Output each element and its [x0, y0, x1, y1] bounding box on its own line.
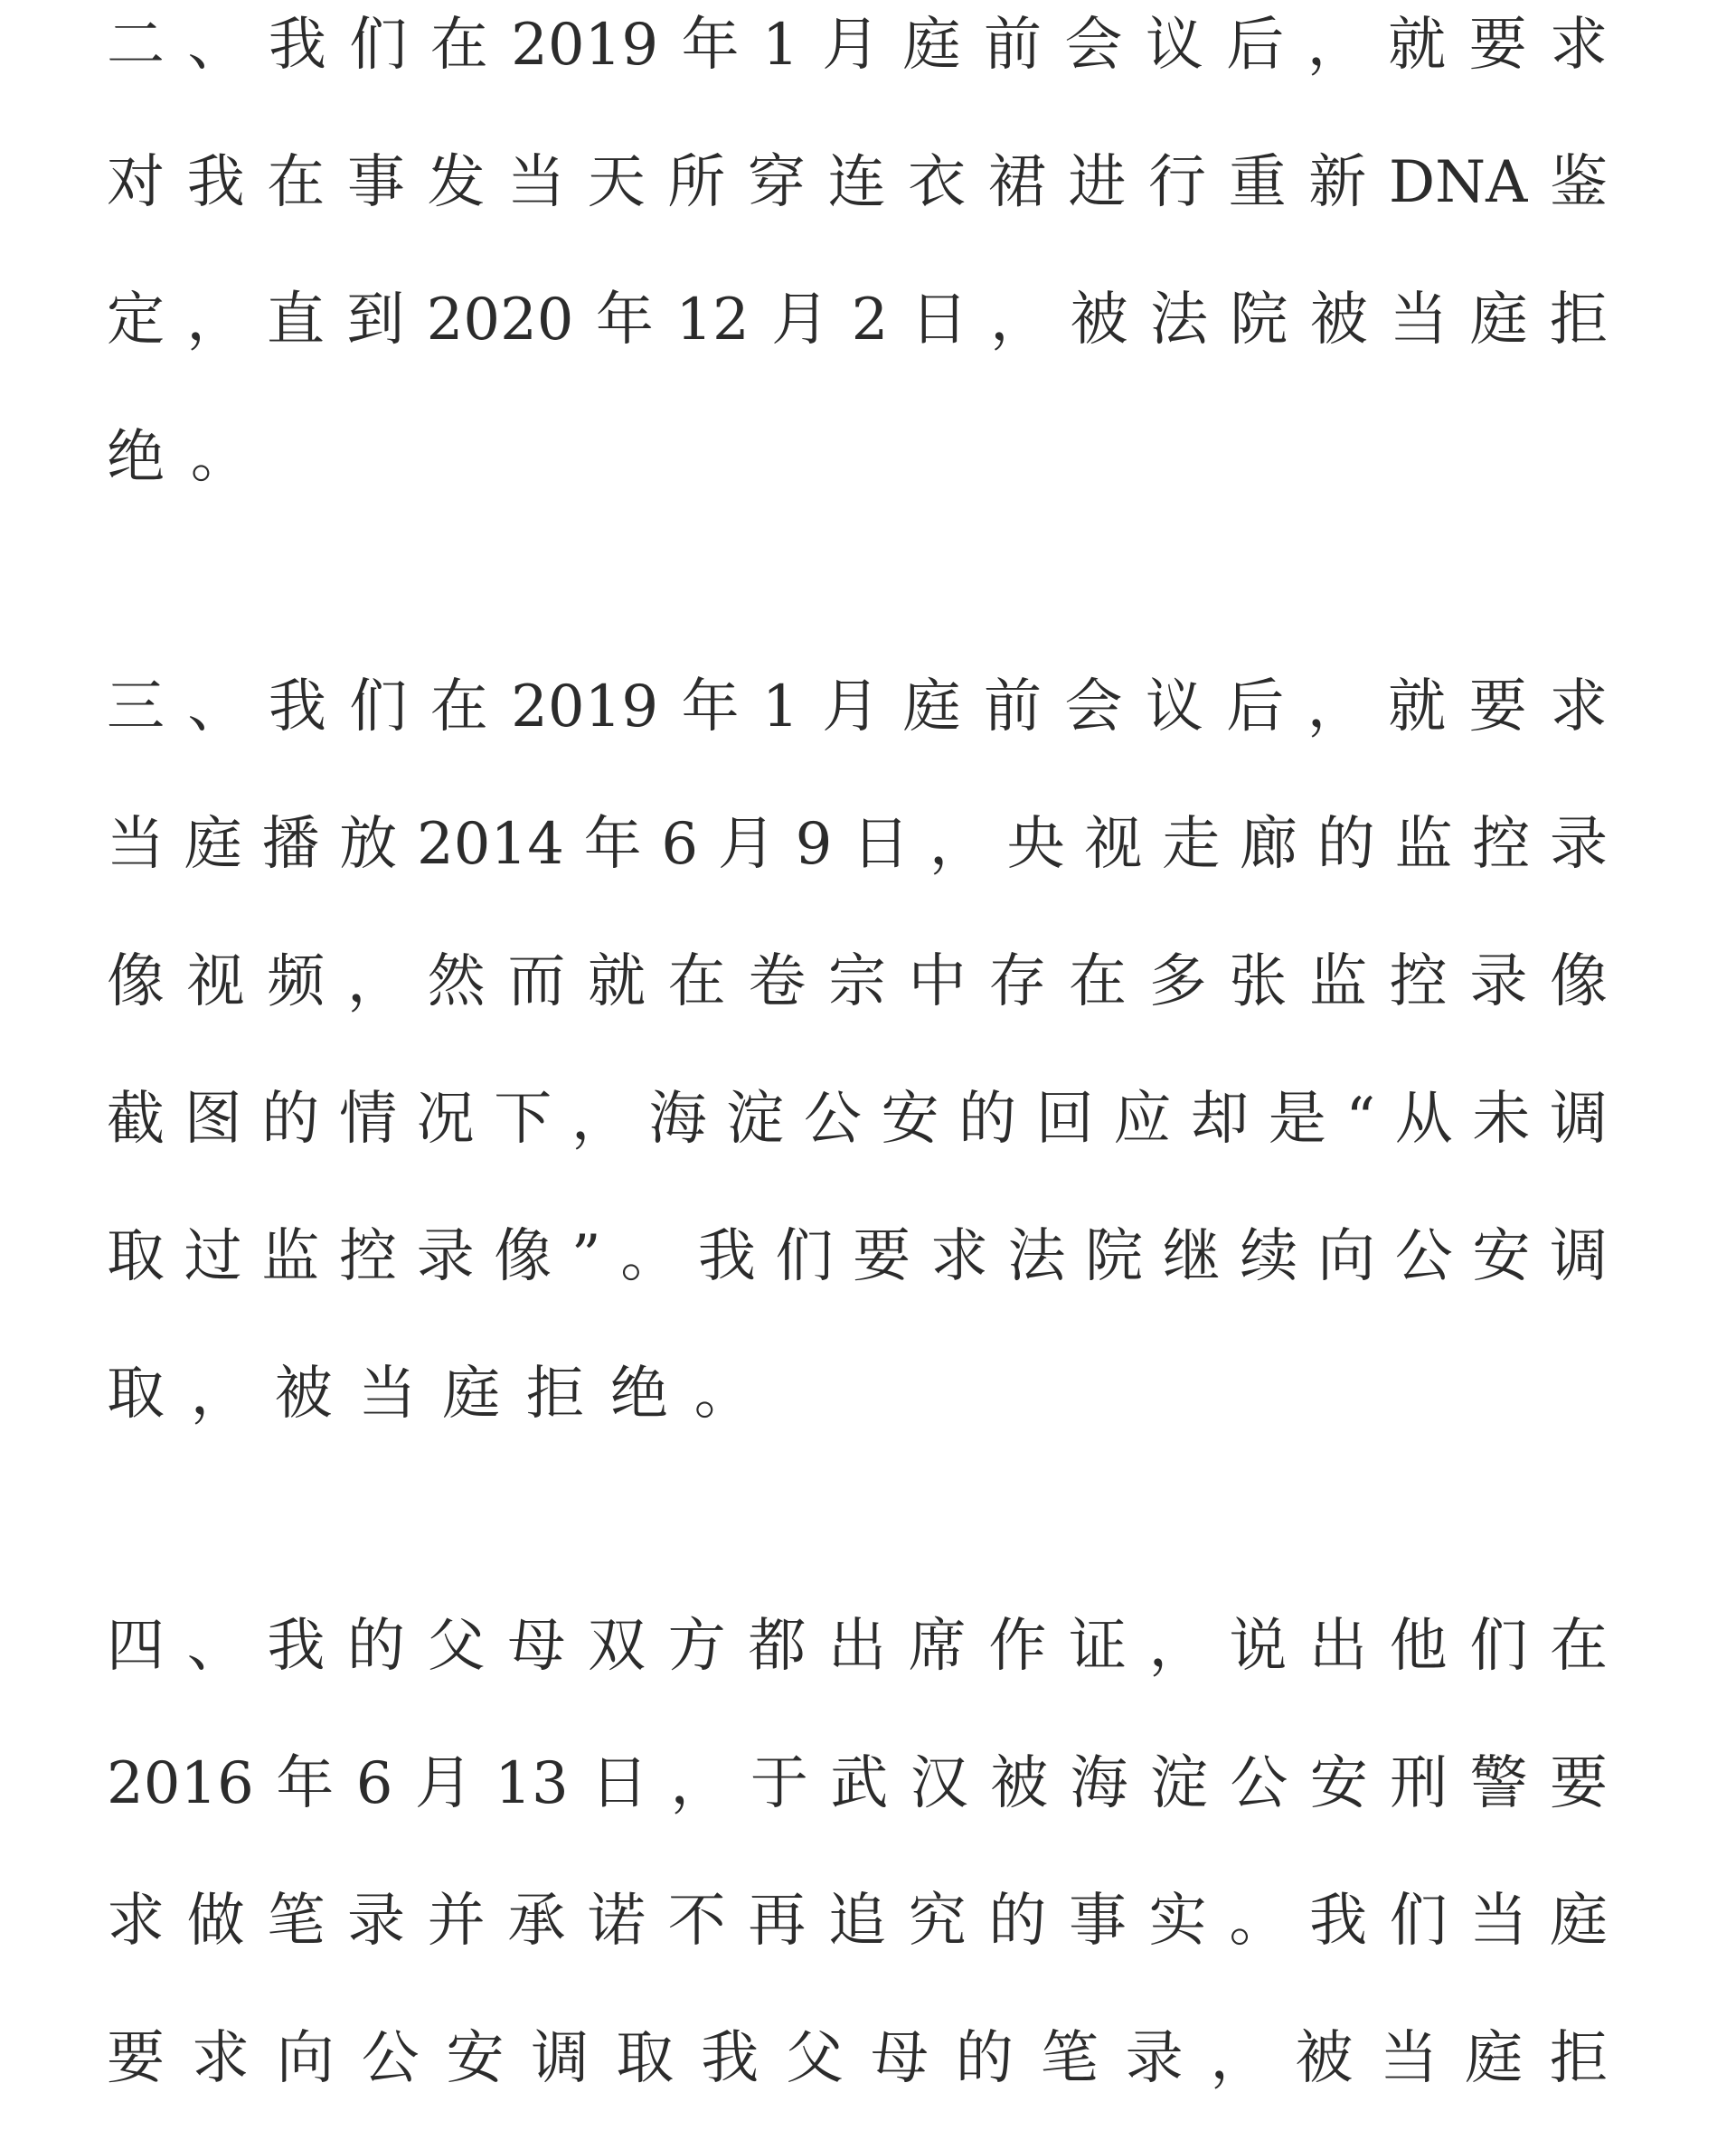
text-line: 四、我的父母双方都出席作证，说出他们在 [107, 1613, 1608, 1680]
text-line: 求做笔录并承诺不再追究的事实。我们当庭 [107, 1888, 1608, 1955]
text-line: 定，直到2020年12月2日，被法院被当庭拒 [107, 287, 1608, 353]
text-line: 要求向公安调取我父母的笔录，被当庭拒 [107, 2025, 1608, 2092]
text-line: 取过监控录像”。我们要求法院继续向公安调 [107, 1223, 1608, 1290]
paragraph-three [107, 638, 1608, 1463]
text-line: 当庭播放2014年6月9日，央视走廊的监控录 [107, 811, 1608, 878]
text-line: 取，被当庭拒绝。 [107, 1361, 778, 1428]
paragraph-four [107, 1578, 1608, 2127]
text-line: 二、我们在2019年1月庭前会议后，就要求 [107, 12, 1608, 79]
text-line: 对我在事发当天所穿连衣裙进行重新DNA鉴 [107, 149, 1608, 216]
text-line: 2016年6月13日，于武汉被海淀公安刑警要 [107, 1750, 1608, 1817]
paragraph-two [107, 0, 1608, 526]
text-line: 截图的情况下，海淀公安的回应却是“从未调 [107, 1086, 1608, 1153]
text-line: 像视频，然而就在卷宗中存在多张监控录像 [107, 948, 1608, 1015]
text-line: 绝。 [107, 424, 275, 491]
text-line: 三、我们在2019年1月庭前会议后，就要求 [107, 674, 1608, 740]
